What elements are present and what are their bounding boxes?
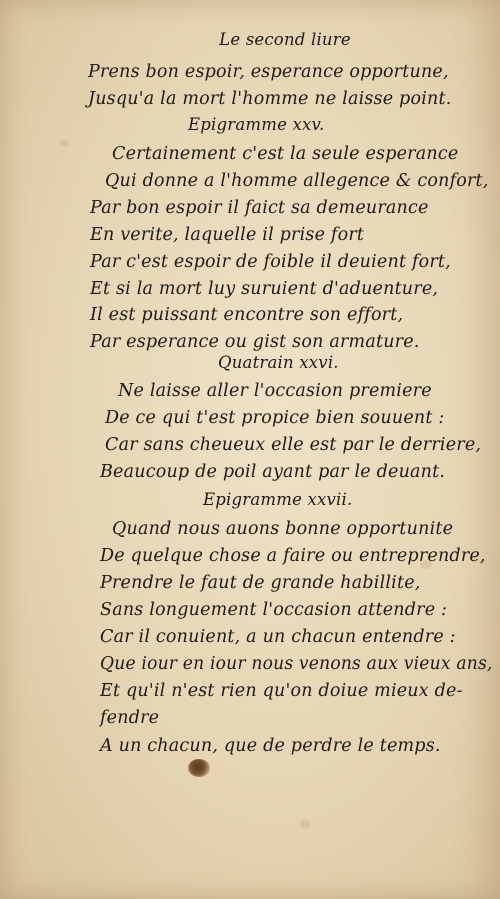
text-line: Et qu'il n'est rien qu'on doiue mieux de- [100, 681, 463, 701]
text-line: De quelque chose a faire ou entreprendre, [100, 546, 486, 566]
text-line: Il est puissant encontre son effort, [90, 305, 404, 325]
text-line: Car il conuient, a un chacun entendre : [100, 627, 456, 647]
text-line: Et si la mort luy suruient d'aduenture, [90, 279, 439, 299]
text-line: Sans longuement l'occasion attendre : [100, 600, 448, 620]
text-line: fendre [100, 708, 160, 728]
text-line: Prens bon espoir, esperance opportune, [88, 62, 449, 82]
text-line: Certainement c'est la seule esperance [112, 144, 459, 164]
text-line: Par bon espoir il faict sa demeurance [90, 198, 429, 218]
section-heading: Epigramme xxv. [188, 115, 325, 134]
text-line: Qui donne a l'homme allegence & confort, [105, 171, 489, 191]
text-line: A un chacun, que de perdre le temps. [100, 736, 441, 756]
foxing-spot [300, 820, 310, 828]
section-heading: Quatrain xxvi. [218, 353, 339, 372]
text-line: En verite, laquelle il prise fort [90, 225, 365, 245]
ink-stain [188, 759, 210, 777]
text-line: Par c'est espoir de foible il deuient fort, [90, 252, 451, 272]
text-line: Ne laisse aller l'occasion premiere [118, 381, 432, 401]
text-line: Par esperance ou gist son armature. [90, 332, 420, 352]
running-title: Le second liure [219, 30, 351, 49]
text-line: Car sans cheueux elle est par le derriere, [105, 435, 482, 455]
text-line: Beaucoup de poil ayant par le deuant. [100, 462, 446, 482]
text-line: Que iour en iour nous venons aux vieux ans, [100, 654, 493, 674]
text-line: De ce qui t'est propice bien souuent : [105, 408, 445, 428]
text-line: Quand nous auons bonne opportunite [112, 519, 454, 539]
section-heading: Epigramme xxvii. [203, 490, 353, 509]
text-line: Prendre le faut de grande habillite, [100, 573, 421, 593]
text-line: Jusqu'a la mort l'homme ne laisse point. [88, 89, 452, 109]
foxing-spot [60, 140, 69, 147]
